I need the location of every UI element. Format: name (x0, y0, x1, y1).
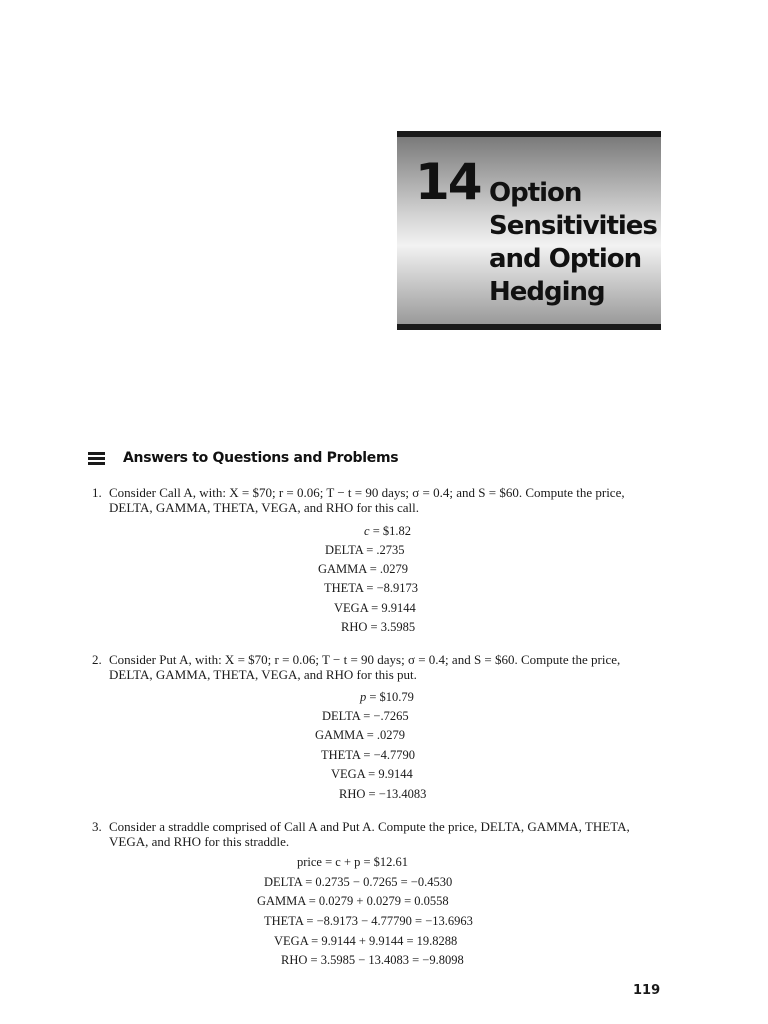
answer-line: VEGA = 9.9144 (334, 601, 416, 615)
answer-line: THETA = −4.7790 (321, 748, 416, 762)
answer-line: GAMMA = 0.0279 + 0.0279 = 0.0558 (257, 894, 449, 908)
chapter-title-line: Option (489, 178, 582, 208)
answer-line: VEGA = 9.9144 + 9.9144 = 19.8288 (274, 934, 458, 948)
answer-line: THETA = −8.9173 (324, 581, 419, 595)
answer-line: c = $1.82 (364, 524, 411, 538)
answer-line: price = c + p = $12.61 (297, 855, 409, 869)
answer-line: DELTA = 0.2735 − 0.7265 = −0.4530 (264, 875, 453, 889)
answer-line: GAMMA = .0279 (315, 728, 406, 742)
chapter-title-line: and Option (489, 244, 642, 274)
problem-statement (92, 485, 660, 515)
problem-number: 1. (92, 485, 102, 500)
answer-line: RHO = 3.5985 (341, 620, 416, 634)
problem-line: Consider Put A, with: X = $70; r = 0.06; T − t = 90 days; σ = 0.4; and S = $60. Compute the price, (109, 652, 621, 667)
problem-line: Consider a straddle comprised of Call A and Put A. Compute the price, DELTA, GAMMA, THETA, (109, 819, 630, 834)
problem-line: VEGA, and RHO for this straddle. (109, 834, 290, 849)
section-heading: Answers to Questions and Problems (123, 450, 399, 466)
answer-line: GAMMA = .0279 (318, 562, 409, 576)
answer-line: DELTA = .2735 (325, 543, 405, 557)
chapter-title-line: Hedging (489, 277, 605, 307)
answer-line: THETA = −8.9173 − 4.77790 = −13.6963 (264, 914, 473, 928)
problem-1 (92, 485, 660, 515)
answer-line: RHO = 3.5985 − 13.4083 = −9.8098 (281, 953, 464, 967)
section-marker-icon (88, 452, 105, 465)
problem-line: Consider Call A, with: X = $70; r = 0.06; T − t = 90 days; σ = 0.4; and S = $60. Compute the price, (109, 485, 625, 500)
answer-line: VEGA = 9.9144 (331, 767, 413, 781)
chapter-number: 14 (415, 153, 481, 211)
problem-number: 2. (92, 652, 102, 667)
problem-statement (92, 819, 660, 849)
problem-number: 3. (92, 819, 102, 834)
answer-line: p = $10.79 (360, 690, 414, 704)
chapter-title (489, 177, 657, 309)
page-number: 119 (633, 983, 661, 998)
answer-line: DELTA = −.7265 (322, 709, 409, 723)
answer-line: RHO = −13.4083 (339, 787, 427, 801)
problem-2 (92, 652, 660, 682)
problem-line: DELTA, GAMMA, THETA, VEGA, and RHO for this call. (109, 500, 420, 515)
problem-3 (92, 819, 660, 849)
problem-line: DELTA, GAMMA, THETA, VEGA, and RHO for this put. (109, 667, 417, 682)
chapter-header-box (397, 131, 661, 330)
chapter-title-line: Sensitivities (489, 211, 657, 241)
problem-statement (92, 652, 660, 682)
